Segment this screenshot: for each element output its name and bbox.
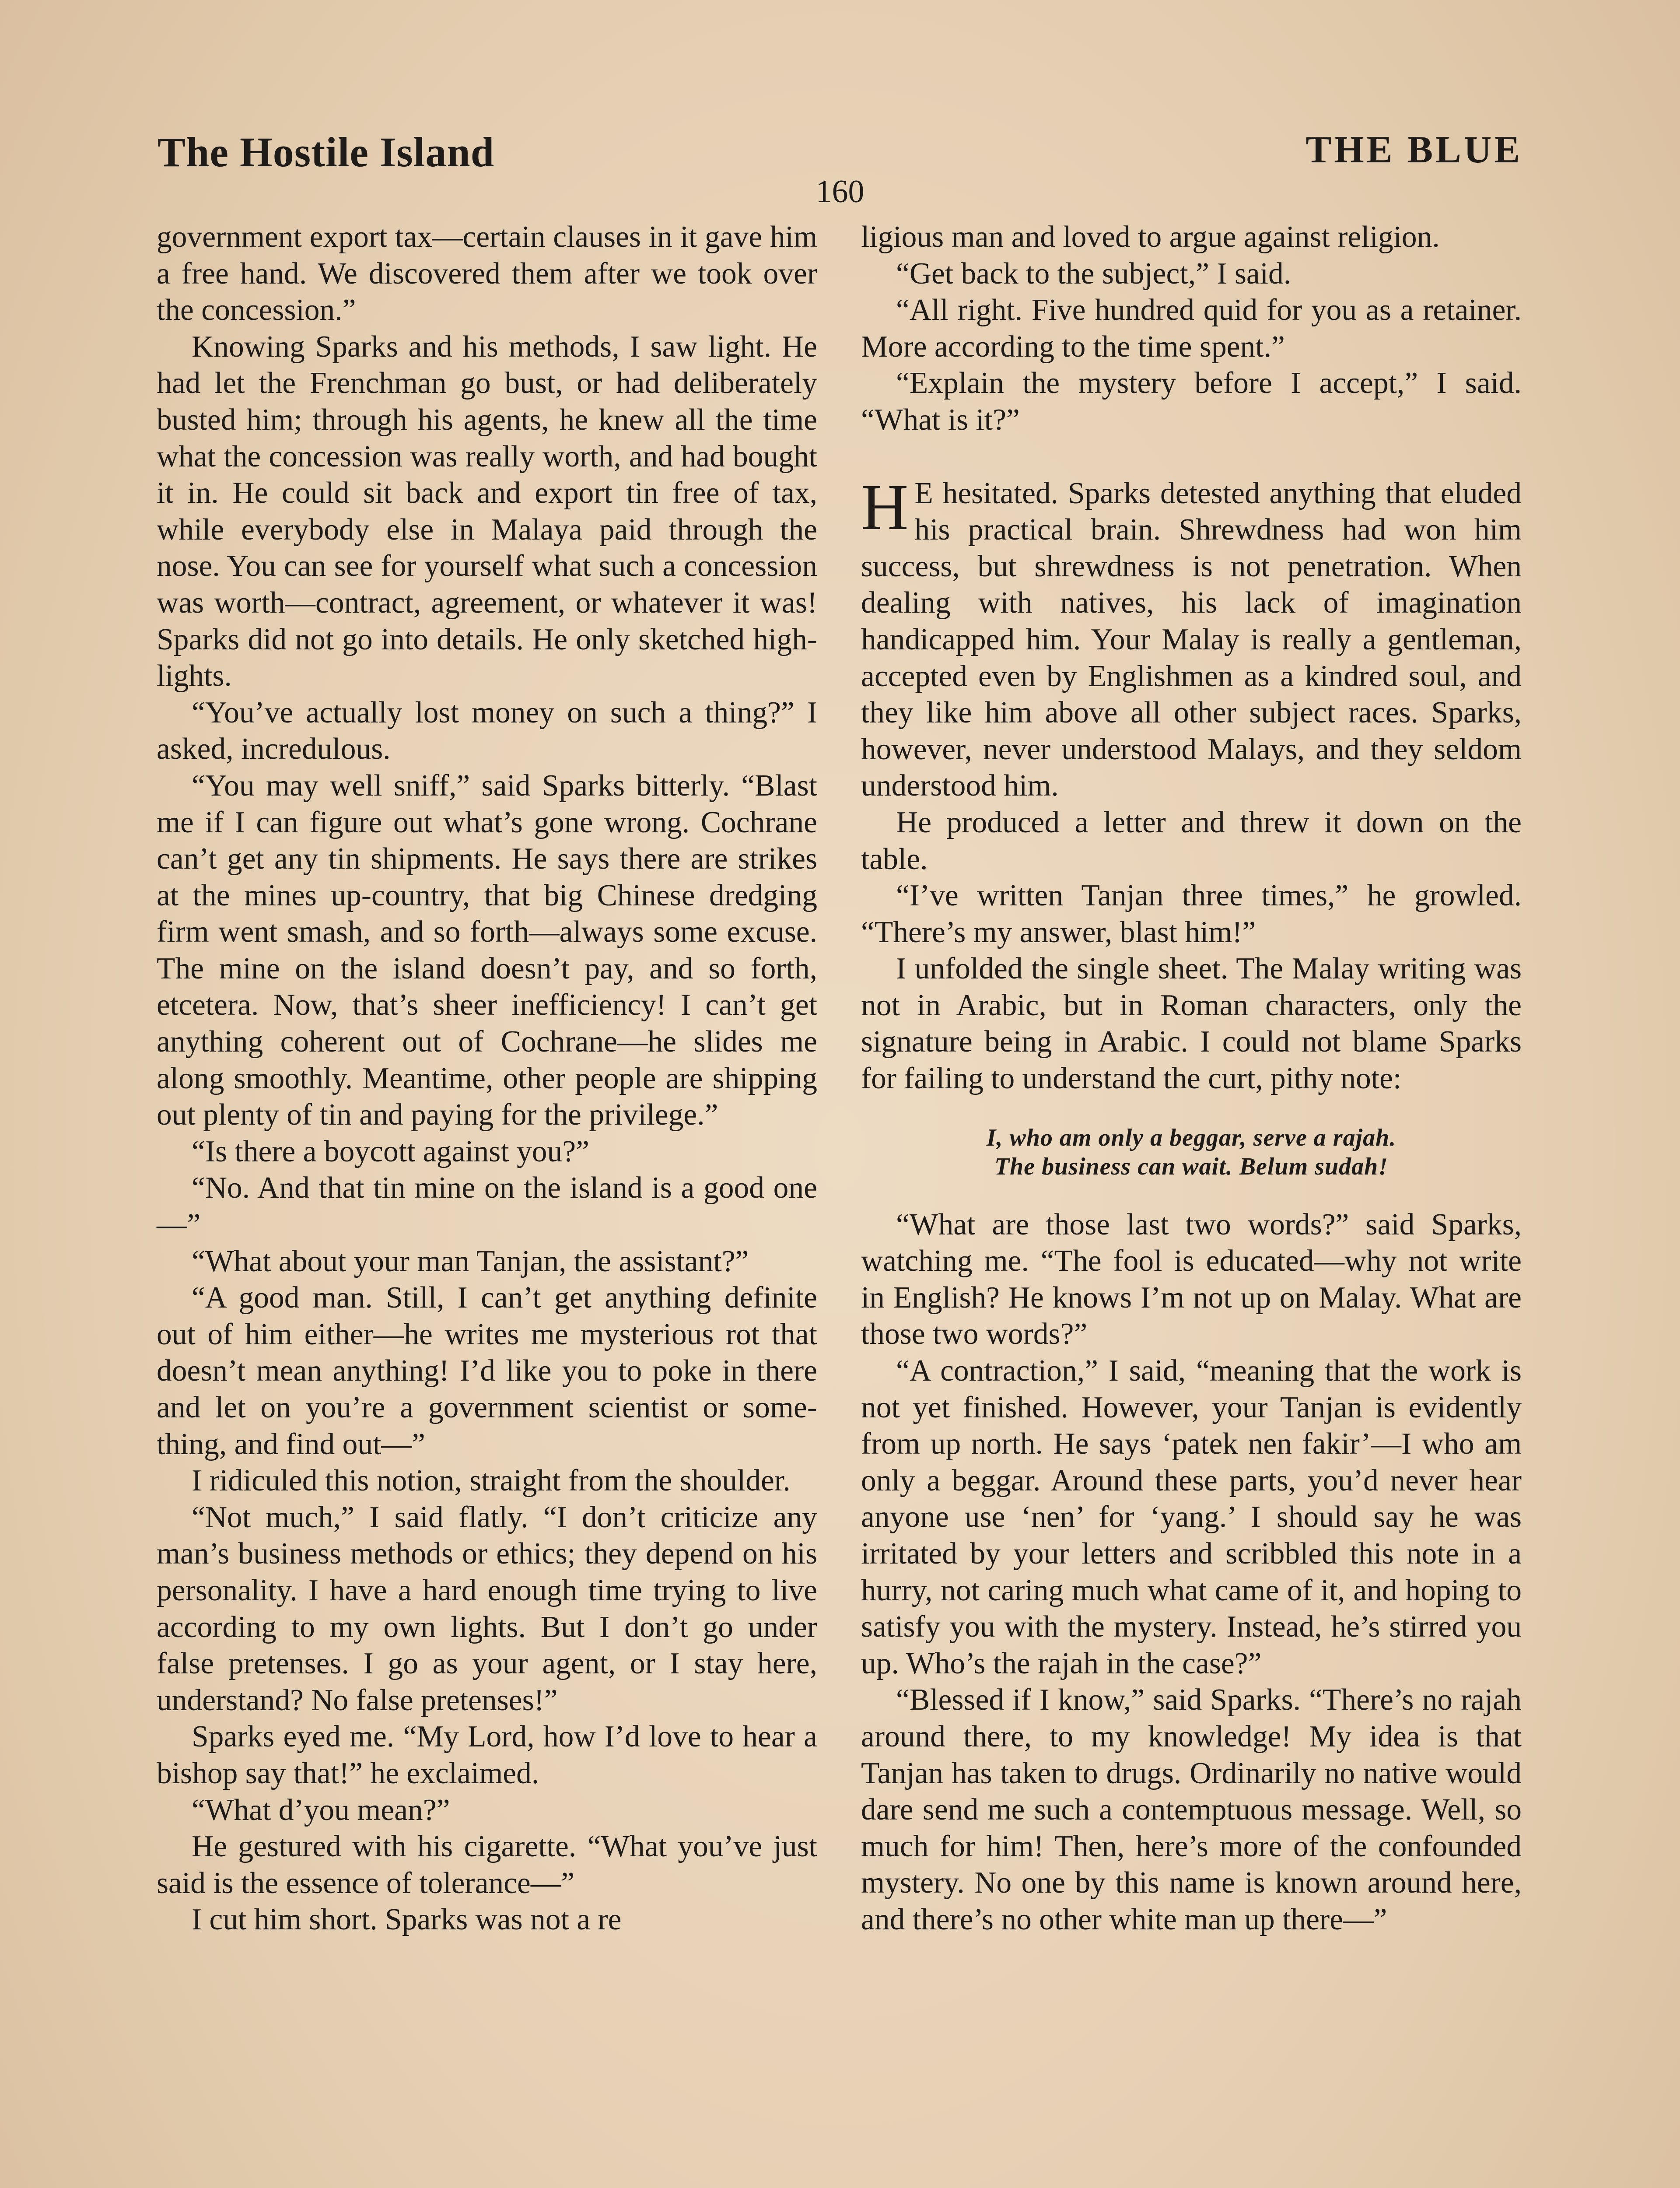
paragraph: “Blessed if I know,” said Sparks. “There’s no rajah around there, to my knowledge! My idea is that Tanjan has taken to drugs. Ordinarily no native would dare send me such a contemptuous message. Well, so much for him! Then, here’s more of the confounded mystery. No one by this name is known around here, and there’s no other white man up there—”	[861, 1683, 1522, 1936]
letter-quote	[861, 1123, 1522, 1181]
running-header	[158, 128, 1522, 180]
paragraph: ligious man and loved to argue against religion.	[861, 220, 1440, 254]
paragraph: Sparks eyed me. “My Lord, how I’d love to hear a bishop say that!” he exclaimed.	[157, 1720, 817, 1790]
paragraph: “You may well sniff,” said Sparks bitterly. “Blast me if I can figure out what’s gone wrong. Cochrane can’t get any tin shipments. He says there are strikes at the mines up-country, that big Chinese dredging firm went smash, and so forth—always some excuse. The mine on the island doesn’t pay, and so forth, etcetera. Now, that’s sheer inefficiency! I can’t get anything coherent out of Cochrane—he slides me along smoothly. Meantime, other people are shipping out plenty of tin and paying for the privilege.”	[157, 768, 817, 1132]
paragraph: “Not much,” I said flatly. “I don’t criticize any man’s business methods or ethics; they depend on his personality. I have a hard enough time trying to live according to my own lights. But I don’t go under false pretenses. I go as your agent, or I stay here, understand? No false pretenses!”	[157, 1500, 817, 1717]
paragraph: I cut him short. Sparks was not a re	[192, 1903, 622, 1937]
paragraph: “Is there a boycott against you?”	[192, 1134, 589, 1168]
paragraph: “Get back to the subject,” I said.	[896, 256, 1292, 291]
paragraph: “Explain the mystery before I accept,” I said. “What is it?”	[861, 366, 1522, 437]
paragraph: Knowing Sparks and his methods, I saw light. He had let the Frenchman go bust, or had deliberately busted him; through his agents, he knew all the time what the concession was really worth, and had bought it in. He could sit back and export tin free of tax, while everybody else in Malaya paid through the nose. You can see for yourself what such a concession was worth—contract, agreement, or whatever it was! Sparks did not go into details. He only sketched high-lights.	[157, 330, 817, 693]
paragraph: “What are those last two words?” said Sparks, watching me. “The fool is educated—why not write in English? He knows I’m not up on Malay. What are those two words?”	[861, 1207, 1522, 1351]
paragraph: “I’ve written Tanjan three times,” he growled. “There’s my answer, blast him!”	[861, 879, 1522, 949]
paragraph: “What d’you mean?”	[192, 1793, 450, 1827]
paragraph: “A good man. Still, I can’t get anything definite out of him either—he writes me mysterious rot that doesn’t mean anything! I’d like you to poke in there and let on you’re a government scientist or something, and find out—”	[157, 1281, 817, 1461]
paragraph: “You’ve actually lost money on such a thing?” I asked, incredulous.	[157, 695, 817, 766]
right-column	[861, 219, 1522, 1938]
section-opening-paragraph: HE hesitated. Sparks detested anything that eluded his practical brain. Shrewdness had won him success, but shrewdness is not penetration. When dealing with natives, his lack of imagination handicapped him. Your Malay is really a gentleman, accepted even by Englishmen as a kindred soul, and they like him above all other subject races. Sparks, however, never understood Malays, and they seldom understood him.	[861, 470, 1522, 803]
paragraph: I unfolded the single sheet. The Malay writing was not in Arabic, but in Roman characters, only the signature being in Arabic. I could not blame Sparks for failing to understand the curt, pithy note:	[861, 952, 1522, 1096]
paragraph: He produced a letter and threw it down on the table.	[861, 805, 1522, 876]
paragraph: “All right. Five hundred quid for you as a retainer. More according to the time spent.”	[861, 293, 1522, 364]
magazine-title: THE BLUE	[1306, 129, 1522, 171]
quote-line: I, who am only a beggar, serve a rajah.	[986, 1124, 1396, 1151]
quote-line: The business can wait. Belum sudah!	[994, 1153, 1389, 1180]
page-number: 160	[816, 174, 864, 210]
left-column	[157, 219, 817, 1938]
paragraph: I ridiculed this notion, straight from the shoulder.	[192, 1464, 791, 1498]
paragraph: “What about your man Tanjan, the assistant?”	[192, 1244, 749, 1278]
paragraph: government export tax—certain clauses in it gave him a free hand. We discovered them after we took over the concession.”	[157, 220, 817, 327]
paragraph: He gestured with his cigarette. “What you’ve just said is the essence of tolerance—”	[157, 1830, 817, 1900]
paragraph: “No. And that tin mine on the island is a good one—”	[157, 1171, 817, 1242]
story-title: The Hostile Island	[158, 129, 495, 175]
paragraph: “A contraction,” I said, “meaning that the work is not yet finished. However, your Tanjan is evidently from up north. He says ‘patek nen fakir’—I who am only a beggar. Around these parts, you’d never hear anyone use ‘nen’ for ‘yang.’ I should say he was irritated by your letters and scribbled this note in a hurry, not caring much what came of it, and hoping to satisfy you with the mystery. Instead, he’s stirred you up. Who’s the rajah in the case?”	[861, 1354, 1522, 1680]
